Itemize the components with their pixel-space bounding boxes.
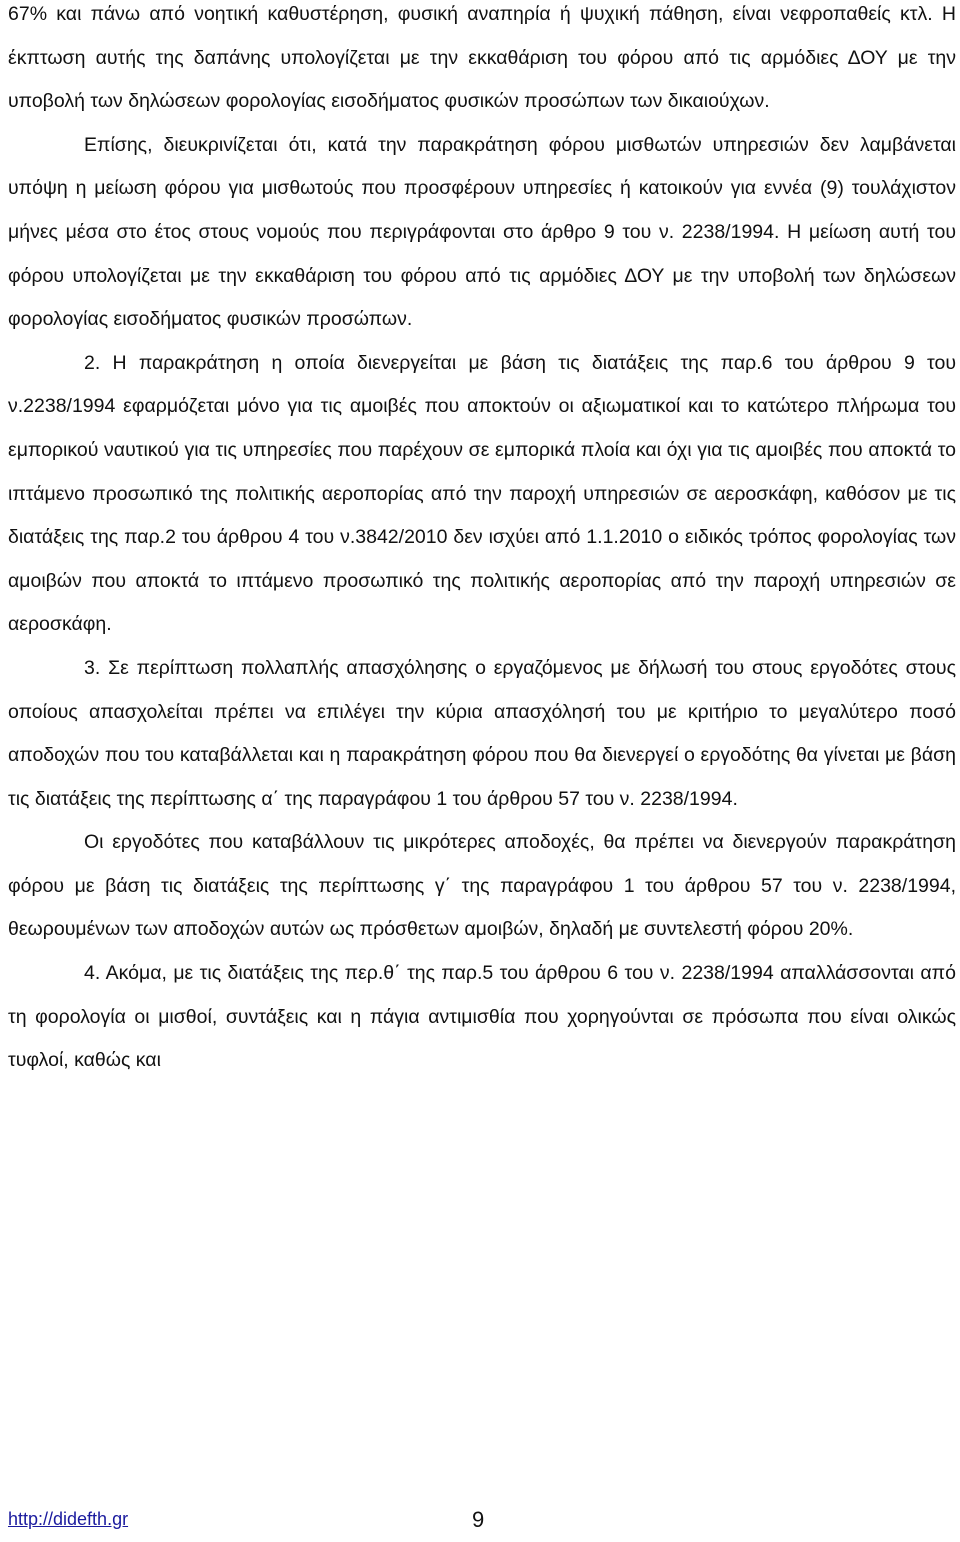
body-paragraph: Οι εργοδότες που καταβάλλουν τις μικρότερες αποδοχές, θα πρέπει να διενεργούν παρακράτηση φόρου με βάση τις διατάξεις της περίπτωσης γ΄ της παραγράφου 1 του άρθρου 57 του ν. 2238/1994, θεωρουμένων των αποδοχών αυτών ως πρόσθετων αμοιβών, δηλαδή με συντελεστή φόρου 20%. xyxy=(8,831,956,941)
body-paragraph: 2. Η παρακράτηση η οποία διενεργείται με βάση τις διατάξεις της παρ.6 του άρθρου 9 του ν.2238/1994 εφαρμόζεται μόνο για τις αμοιβές που αποκτούν οι αξιωματικοί και το κατώτερο πλήρωμα του εμπορικού ναυτικού για τις υπηρεσίες που παρέχουν σε εμπορικά πλοία και όχι για τις αμοιβές που αποκτά το ιπτάμενο προσωπικό της πολιτικής αεροπορίας από την παροχή υπηρεσιών σε αεροσκάφη, καθόσον με τις διατάξεις της παρ.2 του άρθρου 4 του ν.3842/2010 δεν ισχύει από 1.1.2010 ο ειδικός τρόπος φορολογίας των αμοιβών που αποκτά το ιπτάμενο προσωπικό της πολιτικής αεροπορίας από την παροχή υπηρεσιών σε αεροσκάφη. xyxy=(8,351,956,636)
body-paragraph: 3. Σε περίπτωση πολλαπλής απασχόλησης ο εργαζόμενος με δήλωσή του στους εργοδότες στους οποίους απασχολείται πρέπει να επιλέγει την κύρια απασχόλησή του με κριτήριο το μεγαλύτερο ποσό αποδοχών που του καταβάλλεται και η παρακράτηση φόρου που θα διενεργεί ο εργοδότης θα γίνεται με βάση τις διατάξεις της περίπτωσης α΄ της παραγράφου 1 του άρθρου 57 του ν. 2238/1994. xyxy=(8,656,956,810)
body-paragraph: Επίσης, διευκρινίζεται ότι, κατά την παρακράτηση φόρου μισθωτών υπηρεσιών δεν λαμβάνεται υπόψη η μείωση φόρου για μισθωτούς που προσφέρουν υπηρεσίες ή κατοικούν για εννέα (9) τουλάχιστον μήνες μέσα στο έτος στους νομούς που περιγράφονται στο άρθρο 9 του ν. 2238/1994. Η μείωση αυτή του φόρου υπολογίζεται με την εκκαθάριση του φόρου από τις αρμόδιες ΔΟΥ με την υποβολή των δηλώσεων φορολογίας εισοδήματος φυσικών προσώπων. xyxy=(8,133,956,331)
body-paragraph: 4. Ακόμα, με τις διατάξεις της περ.θ΄ της παρ.5 του άρθρου 6 του ν. 2238/1994 απαλλάσσονται από τη φορολογία οι μισθοί, συντάξεις και η πάγια αντιμισθία που χορηγούνται σε πρόσωπα που είναι ολικώς τυφλοί, καθώς και xyxy=(8,962,956,1072)
page-number: 9 xyxy=(472,1507,485,1532)
body-paragraph: 67% και πάνω από νοητική καθυστέρηση, φυσική αναπηρία ή ψυχική πάθηση, είναι νεφροπαθείς κτλ. Η έκπτωση αυτής της δαπάνης υπολογίζεται με την εκκαθάριση του φόρου από τις αρμόδιες ΔΟΥ με την υποβολή των δηλώσεων φορολογίας εισοδήματος φυσικών προσώπων των δικαιούχων. xyxy=(8,3,956,113)
page-footer xyxy=(8,1494,956,1532)
document-body xyxy=(8,0,956,1083)
footer-link[interactable]: http://didefth.gr xyxy=(8,1509,129,1529)
